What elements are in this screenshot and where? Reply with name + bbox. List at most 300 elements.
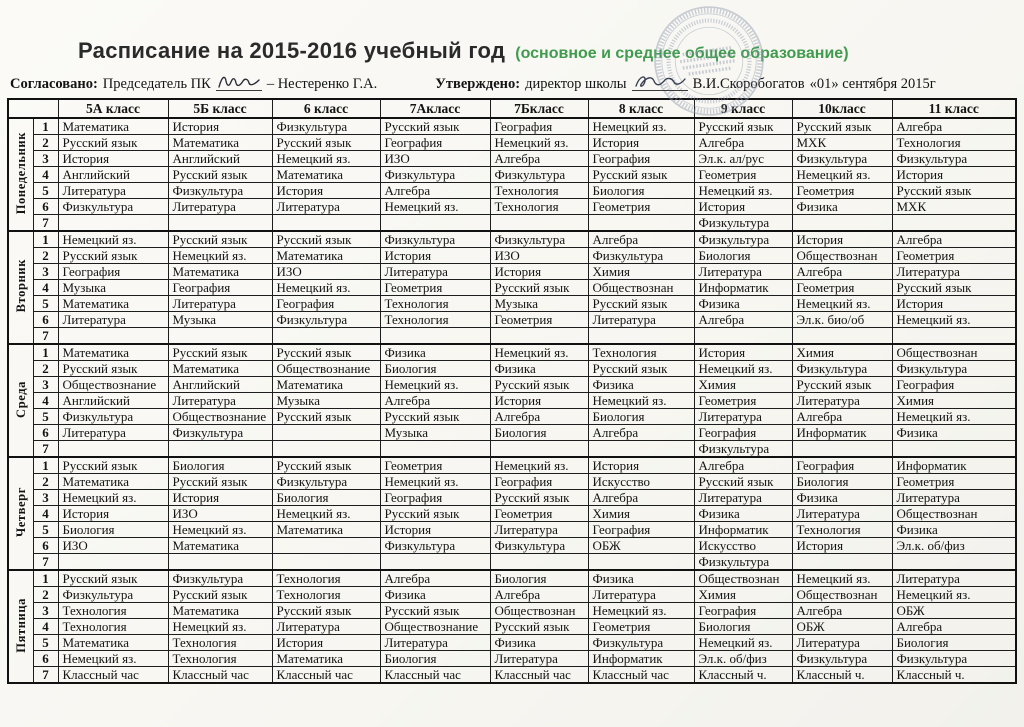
subject-cell [892, 215, 1016, 232]
agreed-text: Председатель ПК [102, 76, 211, 92]
chairman-signature-line [216, 73, 262, 91]
subject-cell: Русский язык [490, 280, 588, 296]
period-number: 5 [33, 183, 58, 199]
subject-cell: Русский язык [694, 118, 792, 135]
subject-cell: Немецкий яз. [792, 167, 892, 183]
subject-cell: Технология [272, 570, 380, 587]
subject-cell: Химия [588, 506, 694, 522]
subject-cell [168, 554, 272, 571]
period-number: 6 [33, 651, 58, 667]
subject-cell: Русский язык [168, 587, 272, 603]
subject-cell [168, 328, 272, 345]
timetable-row [8, 603, 1016, 619]
subject-cell: Искусство [694, 538, 792, 554]
subject-cell: Литература [490, 651, 588, 667]
subject-cell: Математика [168, 361, 272, 377]
subject-cell: Алгебра [490, 151, 588, 167]
subject-cell: Русский язык [272, 409, 380, 425]
subject-cell [490, 554, 588, 571]
subject-cell: Геометрия [892, 248, 1016, 264]
subject-cell: Биология [490, 570, 588, 587]
period-number: 4 [33, 506, 58, 522]
subject-cell: Биология [588, 183, 694, 199]
timetable-row [8, 344, 1016, 361]
class-header-6: 9 класс [694, 99, 792, 118]
subject-cell: Технология [792, 522, 892, 538]
subject-cell: Русский язык [168, 474, 272, 490]
subject-cell: Литература [380, 635, 490, 651]
period-number: 5 [33, 409, 58, 425]
subject-cell: Физика [892, 522, 1016, 538]
subject-cell: Физкультура [272, 312, 380, 328]
subject-cell: Немецкий яз. [168, 522, 272, 538]
subject-cell: География [380, 490, 490, 506]
day-cell-1 [8, 231, 33, 344]
period-number: 5 [33, 522, 58, 538]
subject-cell: Математика [272, 377, 380, 393]
subject-cell: Технология [588, 344, 694, 361]
subject-cell: Физкультура [272, 118, 380, 135]
subject-cell: Литература [168, 393, 272, 409]
subject-cell: История [588, 135, 694, 151]
subject-cell: Алгебра [380, 570, 490, 587]
subject-cell: Физкультура [694, 554, 792, 571]
subject-cell: Обществознание [380, 619, 490, 635]
timetable-row [8, 361, 1016, 377]
period-number: 2 [33, 135, 58, 151]
subject-cell [792, 215, 892, 232]
subject-cell: География [892, 377, 1016, 393]
subject-cell: Химия [694, 377, 792, 393]
subject-cell: Русский язык [792, 377, 892, 393]
subject-cell: Немецкий яз. [694, 183, 792, 199]
subject-cell: Математика [168, 538, 272, 554]
timetable [7, 98, 1017, 684]
approval-left [10, 70, 377, 93]
subject-cell: История [380, 522, 490, 538]
approval-row [0, 64, 1024, 93]
subject-cell: Алгебра [380, 393, 490, 409]
subject-cell: Технология [168, 635, 272, 651]
approved-name: В.И.Скоробогатов [692, 76, 805, 92]
subject-cell: Информатик [694, 522, 792, 538]
subject-cell: Немецкий яз. [588, 603, 694, 619]
subject-cell: Математика [168, 264, 272, 280]
subject-cell: Физкультура [588, 248, 694, 264]
subject-cell: История [792, 231, 892, 248]
subject-cell: Физкультура [168, 183, 272, 199]
period-number: 6 [33, 312, 58, 328]
subject-cell [272, 215, 380, 232]
subject-cell: Геометрия [490, 506, 588, 522]
timetable-row [8, 651, 1016, 667]
subject-cell: Информатик [694, 280, 792, 296]
subject-cell: История [58, 151, 168, 167]
subject-cell: Технология [58, 603, 168, 619]
subject-cell: Обществознан [588, 280, 694, 296]
subject-cell: Алгебра [588, 231, 694, 248]
subject-cell: Немецкий яз. [272, 280, 380, 296]
subject-cell: ИЗО [490, 248, 588, 264]
subject-cell: Литература [892, 490, 1016, 506]
subject-cell: Физкультура [892, 151, 1016, 167]
subject-cell: Алгебра [694, 457, 792, 474]
subject-cell: Физкультура [792, 361, 892, 377]
subject-cell: Русский язык [272, 603, 380, 619]
subject-cell: Математика [168, 603, 272, 619]
timetable-row [8, 377, 1016, 393]
subject-cell: Алгебра [490, 587, 588, 603]
subject-cell: Английский [58, 393, 168, 409]
subject-cell: Немецкий яз. [490, 344, 588, 361]
period-number: 7 [33, 667, 58, 684]
subject-cell: Геометрия [588, 619, 694, 635]
subject-cell: Физика [490, 361, 588, 377]
subject-cell: Физкультура [892, 651, 1016, 667]
timetable-row [8, 167, 1016, 183]
approved-date: «01» сентября 2015г [809, 76, 936, 92]
subject-cell: Русский язык [380, 506, 490, 522]
subject-cell: Классный час [168, 667, 272, 684]
subject-cell: Алгебра [380, 183, 490, 199]
subject-cell: Немецкий яз. [694, 361, 792, 377]
day-cell-0 [8, 118, 33, 231]
day-cell-4 [8, 570, 33, 683]
period-number: 5 [33, 635, 58, 651]
timetable-row [8, 231, 1016, 248]
subject-cell: Литература [892, 264, 1016, 280]
approval-right [435, 70, 935, 93]
subject-cell: Немецкий яз. [892, 587, 1016, 603]
subject-cell: Биология [694, 619, 792, 635]
subject-cell: Химия [792, 344, 892, 361]
subject-cell: ИЗО [380, 151, 490, 167]
subject-cell: Русский язык [272, 344, 380, 361]
subject-cell: Физкультура [694, 215, 792, 232]
subject-cell [272, 425, 380, 441]
subject-cell: История [694, 199, 792, 215]
subject-cell: Обществознан [490, 603, 588, 619]
timetable-row [8, 619, 1016, 635]
subject-cell: Химия [694, 587, 792, 603]
subject-cell: Обществознан [694, 570, 792, 587]
timetable-row [8, 538, 1016, 554]
timetable-row [8, 151, 1016, 167]
class-header-7: 10класс [792, 99, 892, 118]
period-number: 2 [33, 361, 58, 377]
subject-cell: Музыка [168, 312, 272, 328]
subject-cell: География [272, 296, 380, 312]
subject-cell: Обществознан [892, 344, 1016, 361]
subject-cell: История [380, 248, 490, 264]
subject-cell: Немецкий яз. [792, 296, 892, 312]
subject-cell: Физика [380, 587, 490, 603]
subject-cell: Немецкий яз. [380, 474, 490, 490]
period-number: 4 [33, 619, 58, 635]
agreed-name: – Нестеренко Г.А. [266, 76, 378, 92]
subject-cell [58, 215, 168, 232]
subject-cell: Физика [792, 490, 892, 506]
timetable-row [8, 457, 1016, 474]
timetable-row [8, 587, 1016, 603]
subject-cell: Биология [490, 425, 588, 441]
timetable-row [8, 554, 1016, 571]
timetable-row [8, 135, 1016, 151]
subject-cell: Русский язык [588, 361, 694, 377]
subject-cell: Технология [272, 587, 380, 603]
subject-cell: Физкультура [272, 474, 380, 490]
subject-cell: Английский [168, 377, 272, 393]
subject-cell: География [588, 151, 694, 167]
timetable-row [8, 118, 1016, 135]
timetable-row [8, 425, 1016, 441]
subject-cell: Алгебра [792, 409, 892, 425]
subject-cell: Биология [168, 457, 272, 474]
subject-cell: Физкультура [588, 635, 694, 651]
subject-cell [588, 441, 694, 458]
subject-cell: Литература [490, 522, 588, 538]
subject-cell: Русский язык [588, 296, 694, 312]
subject-cell: Физика [380, 344, 490, 361]
subject-cell: Физкультура [892, 361, 1016, 377]
subject-cell [490, 441, 588, 458]
timetable-body [8, 118, 1016, 683]
subject-cell [380, 441, 490, 458]
subject-cell: Технология [380, 312, 490, 328]
day-label: Четверг [13, 487, 28, 537]
period-number: 6 [33, 538, 58, 554]
subject-cell: Информатик [892, 457, 1016, 474]
subject-cell [168, 215, 272, 232]
subject-cell: Музыка [58, 280, 168, 296]
subject-cell: Физкультура [694, 231, 792, 248]
timetable-row [8, 280, 1016, 296]
subject-cell: Физика [892, 425, 1016, 441]
subject-cell: Немецкий яз. [272, 151, 380, 167]
period-number: 1 [33, 231, 58, 248]
subject-cell: Биология [272, 490, 380, 506]
subject-cell: Музыка [380, 425, 490, 441]
subject-cell: Физкультура [58, 587, 168, 603]
period-number: 3 [33, 151, 58, 167]
subject-cell: Немецкий яз. [490, 135, 588, 151]
subject-cell: Физкультура [58, 409, 168, 425]
subject-cell: Немецкий яз. [792, 570, 892, 587]
day-label: Понедельник [13, 131, 28, 215]
subject-cell: Русский язык [792, 118, 892, 135]
subject-cell: Математика [58, 474, 168, 490]
subject-cell: Математика [272, 248, 380, 264]
subject-cell: История [892, 167, 1016, 183]
subject-cell: Технология [168, 651, 272, 667]
subject-cell: Немецкий яз. [58, 490, 168, 506]
subject-cell: История [694, 344, 792, 361]
subject-cell: История [490, 393, 588, 409]
day-cell-3 [8, 457, 33, 570]
subject-cell: ИЗО [168, 506, 272, 522]
class-header-5: 8 класс [588, 99, 694, 118]
subject-cell: Русский язык [272, 457, 380, 474]
subject-cell: Русский язык [168, 344, 272, 361]
subject-cell: Литература [588, 587, 694, 603]
subject-cell: Физкультура [792, 651, 892, 667]
period-number: 3 [33, 264, 58, 280]
subject-cell: Геометрия [380, 457, 490, 474]
period-number: 1 [33, 457, 58, 474]
subject-cell: География [694, 603, 792, 619]
subject-cell: Физкультура [380, 167, 490, 183]
subject-cell: Физкультура [380, 538, 490, 554]
subject-cell: Немецкий яз. [588, 393, 694, 409]
timetable-head [8, 99, 1016, 118]
subject-cell: Русский язык [490, 377, 588, 393]
subject-cell [272, 441, 380, 458]
subject-cell: Эл.к. об/физ [694, 651, 792, 667]
timetable-row [8, 328, 1016, 345]
subject-cell: Немецкий яз. [168, 248, 272, 264]
subject-cell: Немецкий яз. [892, 312, 1016, 328]
subject-cell: Немецкий яз. [694, 635, 792, 651]
period-number: 4 [33, 280, 58, 296]
subject-cell: Обществознан [892, 506, 1016, 522]
subject-cell: Биология [380, 651, 490, 667]
subject-cell: Математика [272, 522, 380, 538]
subject-cell: Физкультура [380, 231, 490, 248]
period-number: 6 [33, 199, 58, 215]
period-number: 7 [33, 215, 58, 232]
period-number: 3 [33, 603, 58, 619]
subject-cell: Геометрия [588, 199, 694, 215]
subject-cell: Физкультура [490, 231, 588, 248]
subject-cell: Технология [490, 199, 588, 215]
period-number: 5 [33, 296, 58, 312]
day-label: Вторник [13, 259, 28, 313]
subject-cell: Физика [694, 296, 792, 312]
subject-cell: Немецкий яз. [588, 118, 694, 135]
subject-cell: Русский язык [58, 361, 168, 377]
subject-cell: Немецкий яз. [380, 377, 490, 393]
subject-cell: Технология [58, 619, 168, 635]
subject-cell: История [792, 538, 892, 554]
subject-cell: Эл.к. био/об [792, 312, 892, 328]
subject-cell: Геометрия [380, 280, 490, 296]
subject-cell: Математика [272, 651, 380, 667]
subject-cell: Литература [892, 570, 1016, 587]
approved-text: директор школы [525, 76, 627, 92]
page-subtitle: (основное и среднее общее образование) [515, 45, 849, 62]
subject-cell: Искусство [588, 474, 694, 490]
subject-cell [380, 215, 490, 232]
subject-cell: Физика [694, 506, 792, 522]
subject-cell: Биология [588, 409, 694, 425]
subject-cell: Русский язык [892, 183, 1016, 199]
subject-cell: Английский [168, 151, 272, 167]
timetable-row [8, 441, 1016, 458]
subject-cell: Литература [58, 183, 168, 199]
subject-cell [272, 328, 380, 345]
period-number: 7 [33, 441, 58, 458]
approved-label: Утверждено: [435, 76, 521, 92]
timetable-row [8, 215, 1016, 232]
period-number: 4 [33, 167, 58, 183]
period-number: 6 [33, 425, 58, 441]
subject-cell: Геометрия [490, 312, 588, 328]
subject-cell [694, 328, 792, 345]
subject-cell: Классный ч. [694, 667, 792, 684]
subject-cell: Русский язык [168, 167, 272, 183]
subject-cell: История [588, 457, 694, 474]
subject-cell: Литература [272, 619, 380, 635]
header-row [8, 99, 1016, 118]
day-label: Пятница [13, 597, 28, 653]
period-number: 3 [33, 377, 58, 393]
subject-cell [892, 328, 1016, 345]
subject-cell [588, 215, 694, 232]
period-number: 3 [33, 490, 58, 506]
subject-cell [380, 554, 490, 571]
subject-cell: Немецкий яз. [58, 651, 168, 667]
subject-cell: Физкультура [168, 570, 272, 587]
timetable-row [8, 409, 1016, 425]
subject-cell: Английский [58, 167, 168, 183]
subject-cell: Немецкий яз. [272, 506, 380, 522]
subject-cell: Литература [58, 425, 168, 441]
subject-cell: Физика [588, 570, 694, 587]
subject-cell: Информатик [588, 651, 694, 667]
subject-cell: Технология [892, 135, 1016, 151]
subject-cell: История [58, 506, 168, 522]
director-signature-line [632, 73, 688, 91]
subject-cell: Литература [694, 264, 792, 280]
subject-cell [792, 441, 892, 458]
subject-cell: Геометрия [892, 474, 1016, 490]
subject-cell: Алгебра [694, 312, 792, 328]
timetable-row [8, 490, 1016, 506]
subject-cell: Алгебра [792, 603, 892, 619]
subject-cell [272, 554, 380, 571]
subject-cell [792, 328, 892, 345]
subject-cell: Немецкий яз. [490, 457, 588, 474]
subject-cell: ОБЖ [588, 538, 694, 554]
subject-cell: Биология [792, 474, 892, 490]
subject-cell: Биология [380, 361, 490, 377]
timetable-row [8, 474, 1016, 490]
agreed-label: Согласовано: [10, 76, 98, 92]
subject-cell: Русский язык [272, 231, 380, 248]
subject-cell: Русский язык [892, 280, 1016, 296]
period-number: 1 [33, 570, 58, 587]
subject-cell: Алгебра [792, 264, 892, 280]
subject-cell: Алгебра [694, 135, 792, 151]
subject-cell: Русский язык [380, 409, 490, 425]
subject-cell: География [694, 425, 792, 441]
signature-icon [632, 73, 688, 91]
subject-cell: Обществознание [272, 361, 380, 377]
subject-cell: Обществознан [792, 587, 892, 603]
period-number: 2 [33, 587, 58, 603]
timetable-row [8, 312, 1016, 328]
subject-cell: Математика [58, 635, 168, 651]
subject-cell: Эл.к. ал/рус [694, 151, 792, 167]
subject-cell: ОБЖ [792, 619, 892, 635]
subject-cell: Алгебра [588, 425, 694, 441]
subject-cell [58, 328, 168, 345]
subject-cell: Физкультура [58, 199, 168, 215]
subject-cell: Информатик [792, 425, 892, 441]
page-title: Расписание на 2015-2016 учебный год [78, 38, 506, 63]
subject-cell: Русский язык [58, 457, 168, 474]
subject-cell: Русский язык [588, 167, 694, 183]
